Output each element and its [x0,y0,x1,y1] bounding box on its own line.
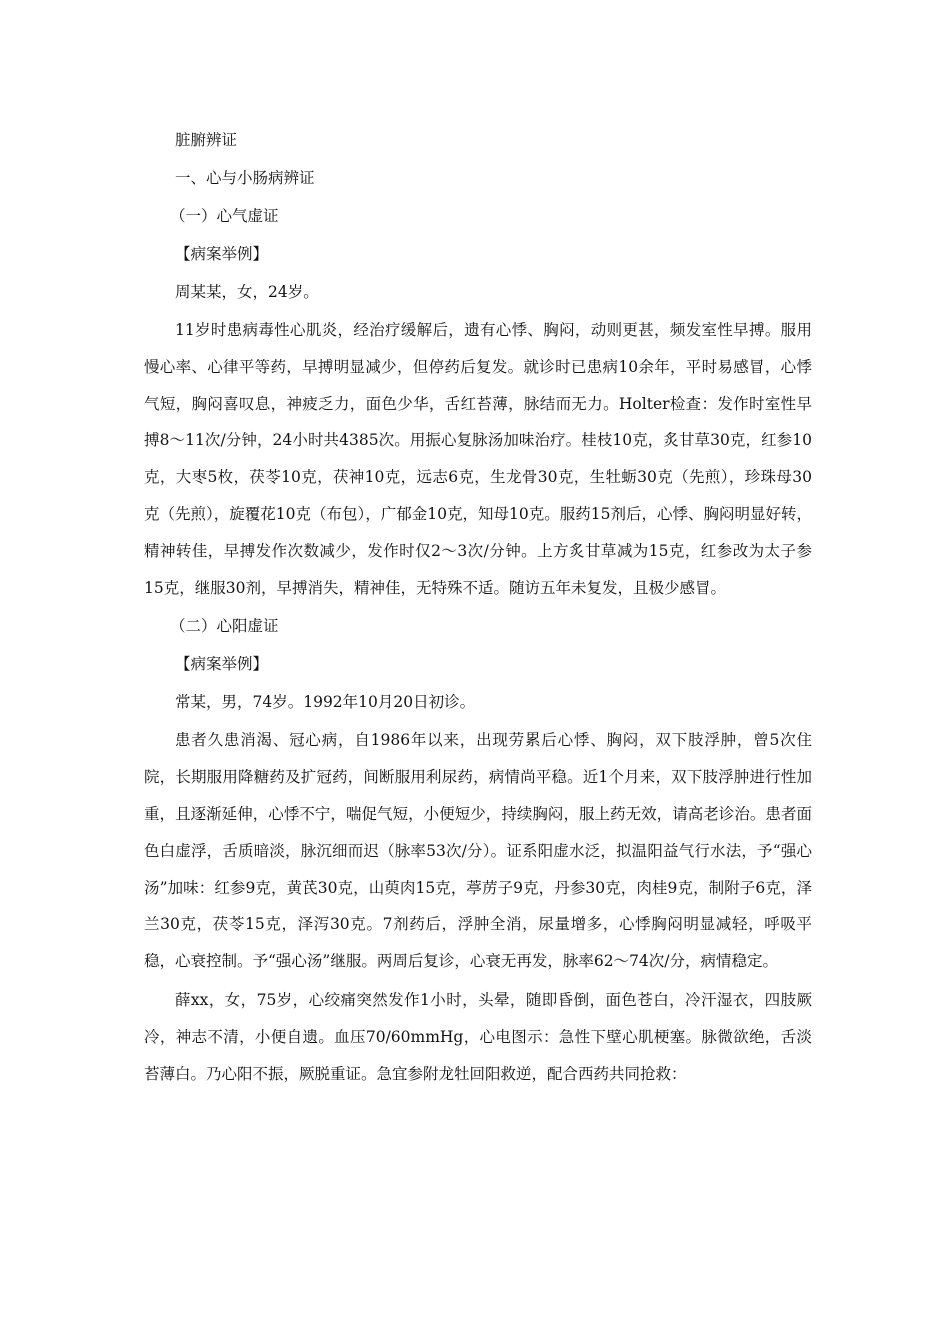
subsection-heading-2: （二）心阳虚证 [170,617,279,636]
patient-intro-1: 周某某，女，24岁。 [175,283,319,301]
section-heading-1: 一、心与小肠病辨证 [175,169,315,187]
case-paragraph-1: 11岁时患病毒性心肌炎，经治疗缓解后，遗有心悸、胸闷，动则更甚，频发室性早搏。服用慢心率、心律平等药，早搏明显减少，但停药后复发。就诊时已患病10余年，平时易感冒，心悸气短，胸闷喜叹息，神疲乏力，面色少华，舌红苔薄，脉结而无力。Holter检查：发作时室性早搏8～11次/分钟，24小时共4385次。用振心复脉汤加味治疗。桂枝10克，炙甘草30克，红参10克，大枣5枚，茯苓10克，茯神10克，远志6克，生龙骨30克，生牡蛎30克（先煎），珍珠母30克（先煎），旋覆花10克（布包），广郁金10克，知母10克。服药15剂后，心悸、胸闷明显好转，精神转佳，早搏发作次数减少，发作时仅2～3次/分钟。上方炙甘草减为15克，红参改为太子参15克，继服30剂，早搏消失，精神佳，无特殊不适。随访五年未复发，且极少感冒。 [144,321,812,597]
case-paragraph-2: 患者久患消渴、冠心病，自1986年以来，出现劳累后心悸、胸闷，双下肢浮肿，曾5次住院，长期服用降糖药及扩冠药，间断服用利尿药，病情尚平稳。近1个月来，双下肢浮肿进行性加重，且逐渐延伸，心悸不宁，喘促气短，小便短少，持续胸闷，服上药无效，请高老诊治。患者面色白虚浮，舌质暗淡，脉沉细而迟（脉率53次/分）。证系阳虚水泛，拟温阳益气行水法，予“强心汤”加味：红参9克，黄芪30克，山萸肉15克，葶苈子9克，丹参30克，肉桂9克，制附子6克，泽兰30克，茯苓15克，泽泻30克。7剂药后，浮肿全消，尿量增多，心悸胸闷明显减轻，呼吸平稳，心衰控制。予“强心汤”继服。两周后复诊，心衰无再发，脉率62～74次/分，病情稳定。 [144,731,812,971]
case-label-1: 【病案举例】 [175,245,269,263]
document-page [144,122,812,1092]
doc-title: 脏腑辨证 [175,131,238,149]
case-label-2: 【病案举例】 [175,655,269,674]
patient-intro-2: 常某，男，74岁。1992年10月20日初诊。 [175,693,476,712]
case-paragraph-3: 薛xx，女，75岁，心绞痛突然发作1小时，头晕，随即昏倒，面色苍白，冷汗湿衣，四肢厥冷，神志不清，小便自遗。血压70/60mmHg，心电图示：急性下壁心肌梗塞。脉微欲绝，舌淡苔薄白。乃心阳不振，厥脱重证。急宜参附龙牡回阳救逆，配合西药共同抢救： [144,990,812,1083]
subsection-heading-1: （一）心气虚证 [170,207,279,225]
